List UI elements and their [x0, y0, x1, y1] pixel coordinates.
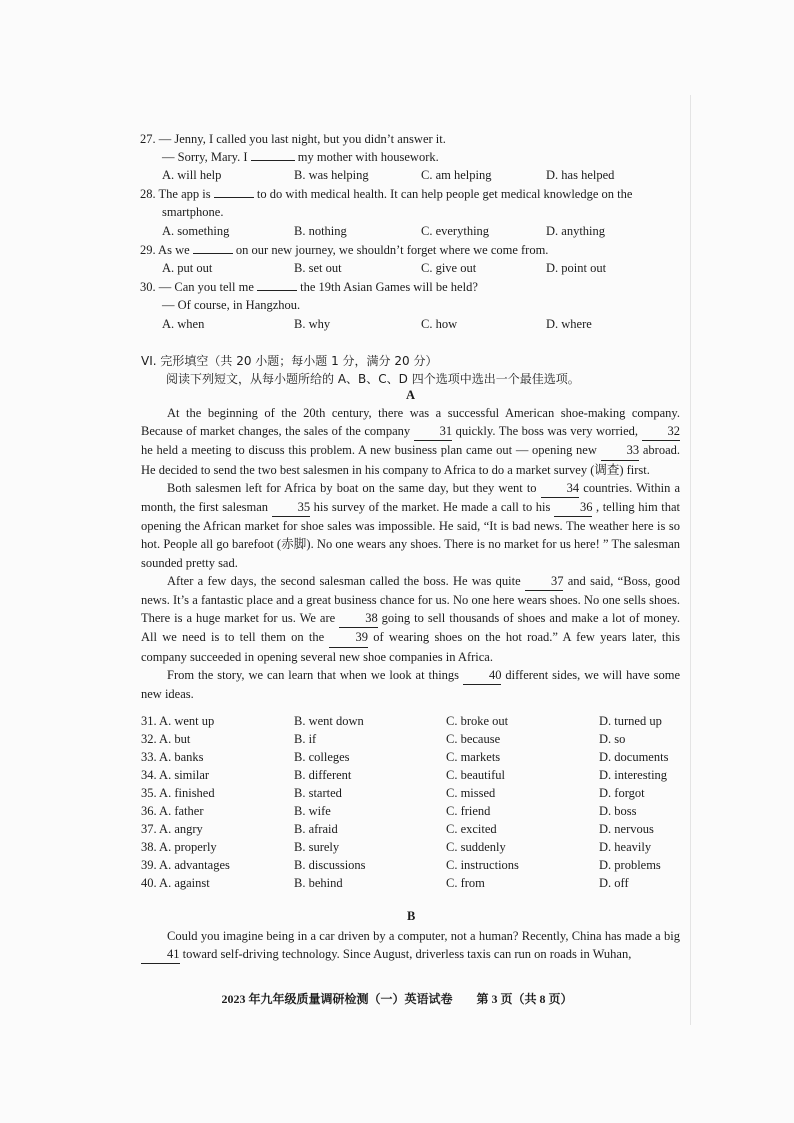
- choice: D. so: [599, 732, 626, 746]
- blank-38: 38: [339, 609, 378, 628]
- blank-40: 40: [463, 666, 502, 685]
- choice: B. surely: [294, 840, 340, 854]
- choice: 35. A. finished: [141, 786, 215, 800]
- question-30-line2: — Of course, in Hangzhou.: [162, 298, 301, 312]
- choice: C. excited: [446, 822, 497, 836]
- blank-39: 39: [329, 628, 368, 647]
- blank-41: 41: [141, 945, 180, 964]
- option: B. was helping: [294, 168, 369, 182]
- choice: C. instructions: [446, 858, 519, 872]
- choice: D. problems: [599, 858, 661, 872]
- choice: B. wife: [294, 804, 331, 818]
- option: B. why: [294, 317, 331, 331]
- choice: D. turned up: [599, 714, 662, 728]
- blank-32: 32: [642, 422, 681, 441]
- part-b-heading: B: [407, 909, 416, 923]
- question-28-line2: smartphone.: [162, 205, 224, 219]
- choice: D. off: [599, 876, 629, 890]
- question-30-stem: 30. — Can you tell me the 19th Asian Games will be held?: [140, 280, 478, 294]
- option: D. point out: [546, 261, 607, 275]
- question-28-stem: 28. The app is to do with medical health. It can help people get medical knowledge on the: [140, 187, 633, 201]
- choice: B. afraid: [294, 822, 338, 836]
- blank-36: 36: [554, 498, 593, 517]
- option: B. nothing: [294, 224, 347, 238]
- option: D. has helped: [546, 168, 615, 182]
- option: C. how: [421, 317, 458, 331]
- choice: 31. A. went up: [141, 714, 215, 728]
- choice: D. interesting: [599, 768, 668, 782]
- choice: 36. A. father: [141, 804, 204, 818]
- option: A. will help: [162, 168, 222, 182]
- passage-b: [141, 927, 680, 964]
- choice: B. different: [294, 768, 352, 782]
- question-27-line2: — Sorry, Mary. I my mother with housework.: [162, 150, 439, 164]
- choice: 34. A. similar: [141, 768, 210, 782]
- option: C. give out: [421, 261, 477, 275]
- choice: C. because: [446, 732, 501, 746]
- choice: C. suddenly: [446, 840, 506, 854]
- choice: D. forgot: [599, 786, 645, 800]
- choice: C. missed: [446, 786, 496, 800]
- margin-line: [690, 95, 691, 1025]
- blank-33: 33: [601, 441, 640, 460]
- choice: C. friend: [446, 804, 491, 818]
- choice: C. beautiful: [446, 768, 506, 782]
- choice: 32. A. but: [141, 732, 191, 746]
- choice: B. if: [294, 732, 317, 746]
- option: A. put out: [162, 261, 213, 275]
- choice: B. behind: [294, 876, 343, 890]
- question-27-stem: 27. — Jenny, I called you last night, but you didn’t answer it.: [140, 132, 446, 146]
- choice: D. nervous: [599, 822, 654, 836]
- option: C. am helping: [421, 168, 492, 182]
- passage-a-p2: Both salesmen left for Africa by boat on the same day, but they went to 34 countries. Within a month, the first salesman 35 his survey of the market. He made a call to his 36 , telling him that opening the African market for shoe sales was impossible. He said, “It is bad news. The weather here is so hot. People all go barefoot (赤脚). No one wears any shoes. There is no market for us here! ” The salesman sounded pretty sad.: [141, 480, 680, 570]
- choice: B. colleges: [294, 750, 350, 764]
- passage-a-p4: From the story, we can learn that when we look at things 40 different sides, we will have some new ideas.: [141, 667, 680, 702]
- choice: B. went down: [294, 714, 364, 728]
- choice: C. from: [446, 876, 485, 890]
- blank-31: 31: [414, 422, 453, 441]
- choice: C. markets: [446, 750, 501, 764]
- passage-a-p3: After a few days, the second salesman called the boss. He was quite 37 and said, “Boss, good news. It’s a fantastic place and a great business chance for us. No one here wears shoes. No one sells shoes. There is a huge market for us. We are 38 going to sell thousands of shoes and make a lot of money. All we need is to tell them on the 39 of wearing shoes on the hot road.” A few years later, this company succeeded in opening several new shoe companies in Africa.: [141, 573, 680, 664]
- option: D. anything: [546, 224, 606, 238]
- question-29-stem: 29. As we on our new journey, we shouldn’t forget where we come from.: [140, 243, 549, 257]
- choice: D. documents: [599, 750, 669, 764]
- choice: 33. A. banks: [141, 750, 204, 764]
- section-title: VI. 完形填空（共 20 小题；每小题 1 分，满分 20 分）: [141, 354, 438, 368]
- blank-37: 37: [525, 572, 564, 591]
- passage-a: [141, 404, 680, 703]
- section-instruction: 阅读下列短文，从每小题所给的 A、B、C、D 四个选项中选出一个最佳选项。: [166, 372, 580, 386]
- part-a-heading: A: [406, 388, 416, 402]
- choice: 37. A. angry: [141, 822, 203, 836]
- choice: B. started: [294, 786, 342, 800]
- passage-a-p1: At the beginning of the 20th century, there was a successful American shoe-making company. Because of market changes, the sales of the company 31 quickly. The boss was very worried, 32 he held a meeting to discuss this problem. A new business plan came out — opening new 33 abroad. He decided to send the two best salesmen in his company to Africa to do a market survey (调查) first.: [141, 406, 680, 477]
- passage-b-p1: Could you imagine being in a car driven by a computer, not a human? Recently, China has made a big 41 toward self-driving technology. Since August, driverless taxis can run on roads in Wuhan,: [141, 927, 680, 964]
- option: C. everything: [421, 224, 490, 238]
- choice: B. discussions: [294, 858, 366, 872]
- choice: D. boss: [599, 804, 637, 818]
- blank-35: 35: [272, 498, 311, 517]
- option: A. when: [162, 317, 205, 331]
- option: B. set out: [294, 261, 342, 275]
- page-footer: 2023 年九年级质量调研检测（一）英语试卷 第 3 页（共 8 页）: [221, 992, 573, 1006]
- choice: 38. A. properly: [141, 840, 217, 854]
- blank-34: 34: [541, 479, 580, 498]
- choice: 39. A. advantages: [141, 858, 230, 872]
- option: A. something: [162, 224, 230, 238]
- choice: D. heavily: [599, 840, 652, 854]
- option: D. where: [546, 317, 592, 331]
- choice: C. broke out: [446, 714, 509, 728]
- choice: 40. A. against: [141, 876, 210, 890]
